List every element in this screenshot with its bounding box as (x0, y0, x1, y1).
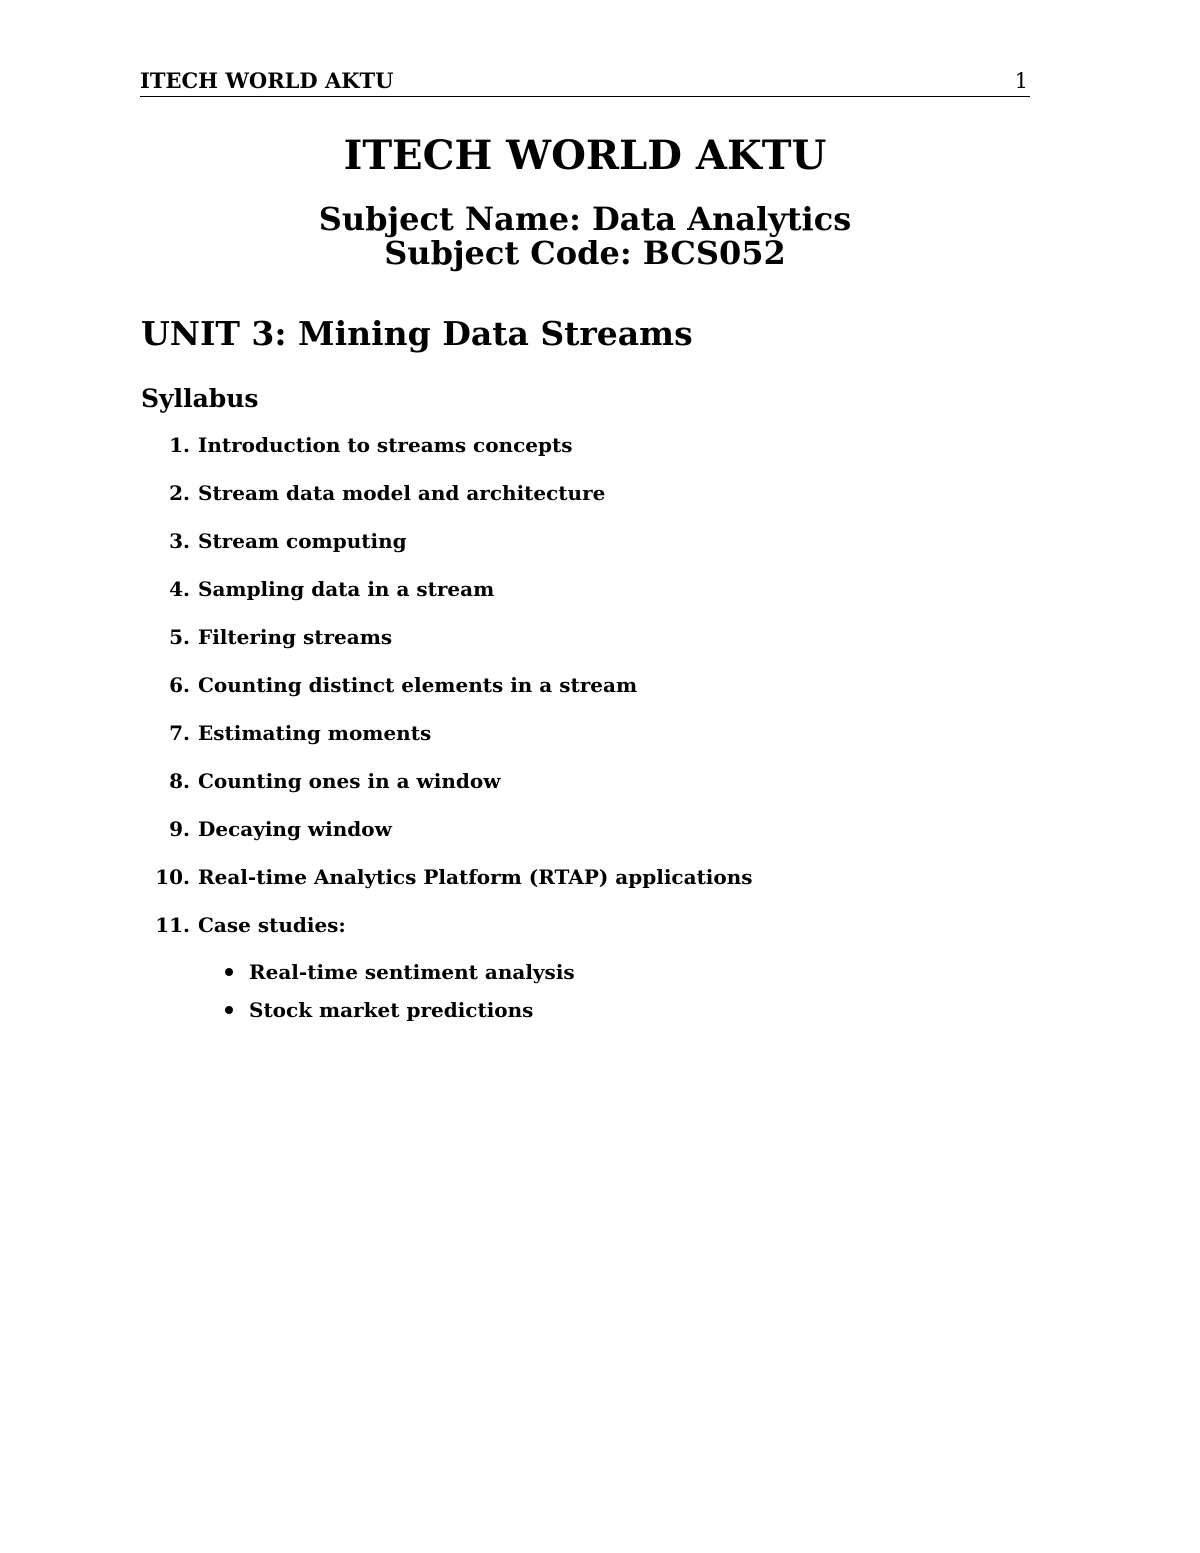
item-number: 6. (169, 673, 190, 697)
item-text: Real-time Analytics Platform (RTAP) applications (198, 865, 753, 889)
syllabus-item (140, 860, 1040, 908)
case-study-text: Stock market predictions (249, 998, 534, 1022)
item-number: 10. (155, 865, 190, 889)
syllabus-item (140, 620, 1040, 668)
syllabus-list (140, 428, 1040, 956)
item-number: 8. (169, 769, 190, 793)
syllabus-item (140, 908, 1040, 956)
item-number: 2. (169, 481, 190, 505)
item-number: 3. (169, 529, 190, 553)
syllabus-item (140, 812, 1040, 860)
item-number: 4. (169, 577, 190, 601)
running-header-title: ITECH WORLD AKTU (140, 68, 394, 93)
syllabus-item (140, 716, 1040, 764)
item-number: 1. (169, 433, 190, 457)
running-header (140, 66, 1030, 97)
item-text: Introduction to streams concepts (198, 433, 573, 457)
subject-name: Subject Name: Data Analytics (318, 200, 852, 238)
item-text: Sampling data in a stream (198, 577, 495, 601)
item-text: Case studies: (198, 913, 346, 937)
item-text: Stream data model and architecture (198, 481, 606, 505)
subject-code: Subject Code: BCS052 (384, 234, 786, 272)
item-number: 7. (169, 721, 190, 745)
unit-title: UNIT 3: Mining Data Streams (141, 314, 693, 353)
item-number: 11. (155, 913, 190, 937)
item-text: Counting ones in a window (198, 769, 501, 793)
syllabus-item (140, 668, 1040, 716)
item-text: Stream computing (198, 529, 407, 553)
syllabus-item (140, 524, 1040, 572)
subject-block (0, 202, 1170, 270)
document-title: ITECH WORLD AKTU (343, 132, 827, 179)
item-text: Filtering streams (198, 625, 393, 649)
syllabus-heading: Syllabus (141, 384, 259, 413)
page-number: 1 (1014, 69, 1028, 93)
bullet-icon (225, 968, 233, 976)
item-text: Estimating moments (198, 721, 432, 745)
item-text: Decaying window (198, 817, 392, 841)
item-number: 9. (169, 817, 190, 841)
item-number: 5. (169, 625, 190, 649)
case-study-text: Real-time sentiment analysis (249, 960, 575, 984)
syllabus-item (140, 476, 1040, 524)
syllabus-item (140, 764, 1040, 812)
syllabus-item (140, 572, 1040, 620)
syllabus-item (140, 428, 1040, 476)
item-text: Counting distinct elements in a stream (198, 673, 638, 697)
bullet-icon (225, 1006, 233, 1014)
